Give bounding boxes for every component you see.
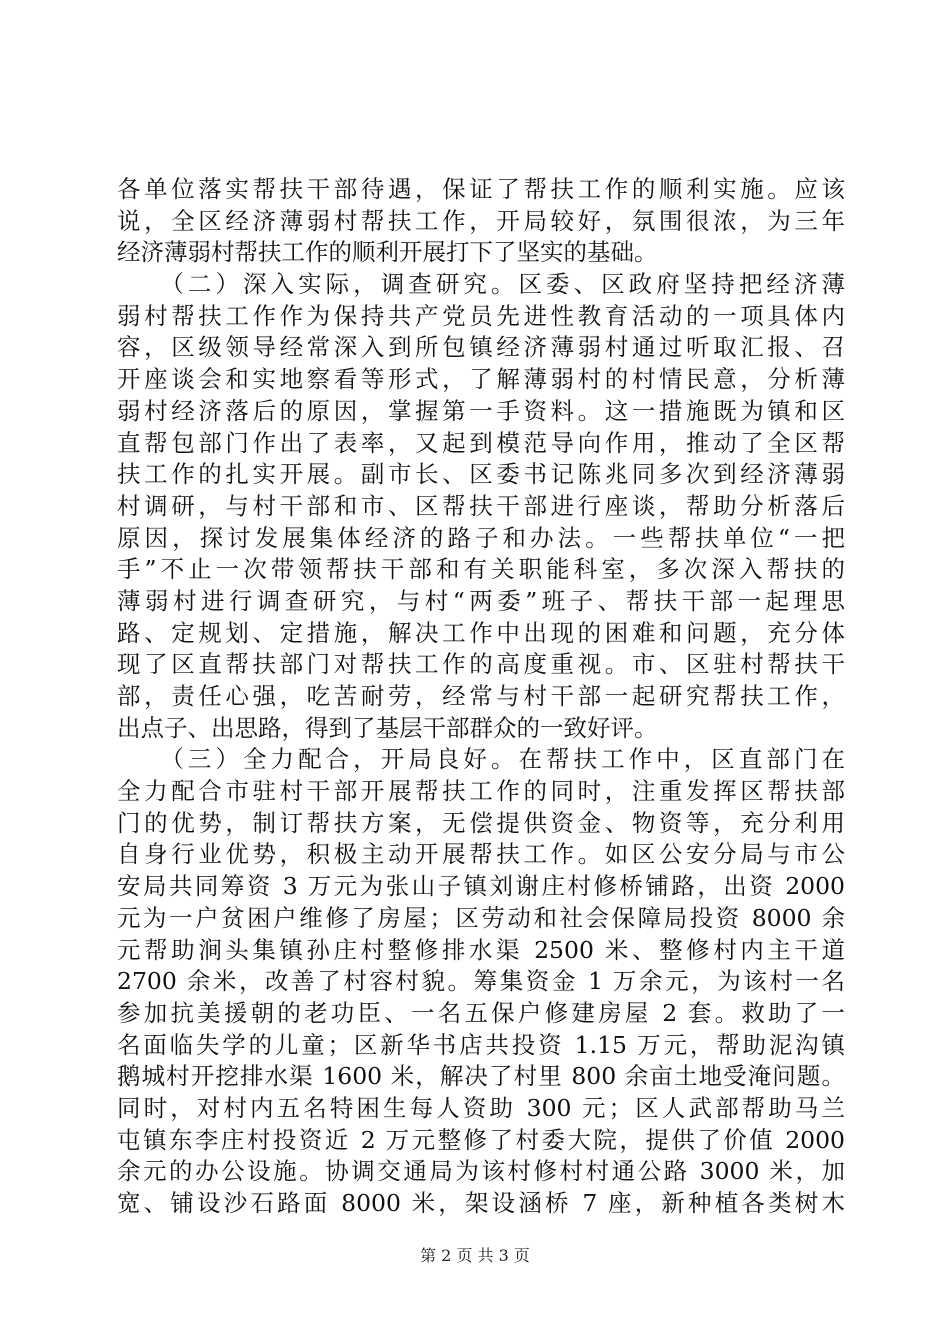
- text-line: 全力配合市驻村干部开展帮扶工作的同时，注重发挥区帮扶部: [117, 777, 845, 806]
- text-line: 参加抗美援朝的老功臣、一名五保户修建房屋 2 套。救助了一: [117, 998, 845, 1027]
- text-line: 门的优势，制订帮扶方案，无偿提供资金、物资等，充分利用: [117, 808, 845, 837]
- section-heading-line: （二）深入实际，调查研究。区委、区政府坚持把经济薄: [117, 270, 845, 299]
- page-footer: [0, 1246, 950, 1266]
- text-line: 弱村帮扶工作作为保持共产党员先进性教育活动的一项具体内: [117, 301, 845, 330]
- text-line: 自身行业优势，积极主动开展帮扶工作。如区公安分局与市公: [117, 840, 845, 869]
- text-line: 宽、铺设沙石路面 8000 米，架设涵桥 7 座，新种植各类树木: [117, 1189, 845, 1217]
- text-line: 同时，对村内五名特困生每人资助 300 元；区人武部帮助马兰: [117, 1093, 845, 1122]
- document-body: [117, 174, 845, 1220]
- text-line: 元为一户贫困户维修了房屋；区劳动和社会保障局投资 8000 余: [117, 903, 845, 932]
- text-line: 扶工作的扎实开展。副市长、区委书记陈兆同多次到经济薄弱: [117, 460, 845, 489]
- text-line: 名面临失学的儿童；区新华书店共投资 1.15 万元，帮助泥沟镇: [117, 1030, 845, 1059]
- text-line: 余元的办公设施。协调交通局为该村修村村通公路 3000 米，加: [117, 1157, 845, 1186]
- text-line: 原因，探讨发展集体经济的路子和办法。一些帮扶单位“一把: [117, 523, 845, 552]
- text-line: 出点子、出思路，得到了基层干部群众的一致好评。: [117, 713, 658, 742]
- text-line: 2700 余米，改善了村容村貌。筹集资金 1 万余元，为该村一名: [117, 967, 845, 996]
- text-line: 元帮助涧头集镇孙庄村整修排水渠 2500 米、整修村内主干道: [117, 935, 845, 964]
- text-line: 开座谈会和实地察看等形式，了解薄弱村的村情民意，分析薄: [117, 365, 845, 394]
- text-line: 容，区级领导经常深入到所包镇经济薄弱村通过听取汇报、召: [117, 333, 845, 362]
- text-line: 安局共同筹资 3 万元为张山子镇刘谢庄村修桥铺路，出资 2000: [117, 872, 845, 901]
- text-line: 部，责任心强，吃苦耐劳，经常与村干部一起研究帮扶工作，: [117, 682, 845, 710]
- text-line: 鹅城村开挖排水渠 1600 米，解决了村里 800 余亩土地受淹问题。: [117, 1062, 845, 1091]
- text-line: 直帮包部门作出了表率，又起到模范导向作用，推动了全区帮: [117, 428, 845, 457]
- section-heading-line: （三）全力配合，开局良好。在帮扶工作中，区直部门在: [117, 745, 845, 774]
- text-line: 说，全区经济薄弱村帮扶工作，开局较好，氛围很浓，为三年: [117, 206, 845, 235]
- text-line: 屯镇东李庄村投资近 2 万元整修了村委大院，提供了价值 2000: [117, 1125, 845, 1154]
- text-line: 路、定规划、定措施，解决工作中出现的困难和问题，充分体: [117, 618, 845, 647]
- text-line: 现了区直帮扶部门对帮扶工作的高度重视。市、区驻村帮扶干: [117, 650, 845, 679]
- text-line: 薄弱村进行调查研究，与村“两委”班子、帮扶干部一起理思: [117, 586, 845, 615]
- text-line: 各单位落实帮扶干部待遇，保证了帮扶工作的顺利实施。应该: [117, 175, 845, 203]
- text-line: 弱村经济落后的原因，掌握第一手资料。这一措施既为镇和区: [117, 396, 845, 425]
- text-line: 经济薄弱村帮扶工作的顺利开展打下了坚实的基础。: [117, 238, 658, 267]
- page-number: 第 2 页 共 3 页: [420, 1246, 530, 1265]
- text-line: 手”不止一次带领帮扶干部和有关职能科室，多次深入帮扶的: [117, 555, 845, 584]
- text-line: 村调研，与村干部和市、区帮扶干部进行座谈，帮助分析落后: [117, 491, 845, 520]
